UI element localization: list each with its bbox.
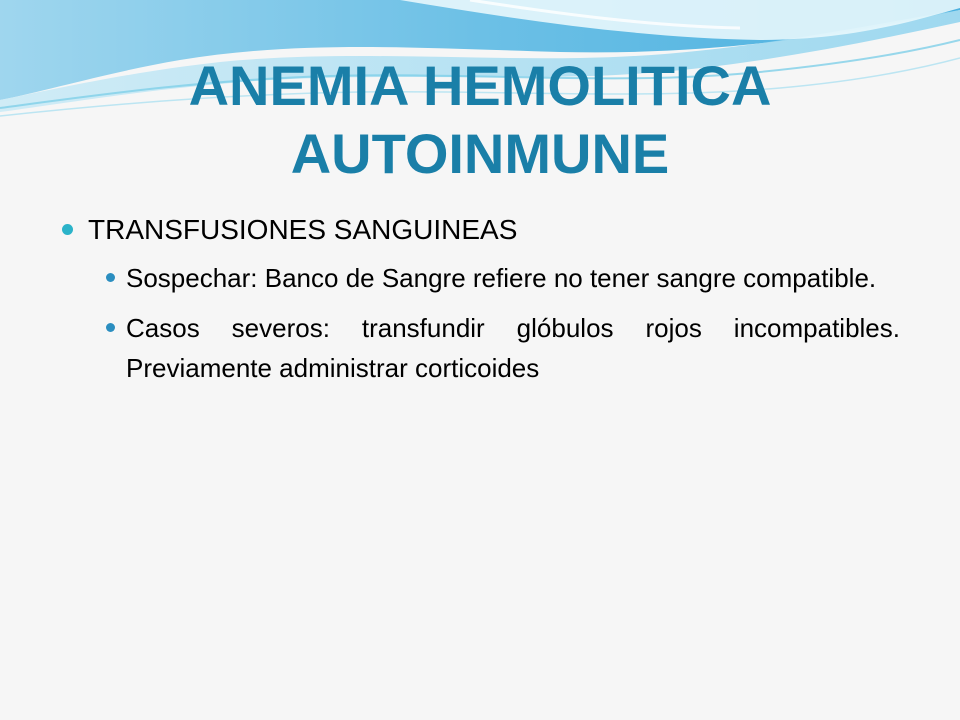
slide-title	[80, 52, 880, 188]
sub-bullet-item	[126, 308, 900, 388]
title-line-2: AUTOINMUNE	[290, 122, 670, 185]
sub-bullet-item	[126, 258, 900, 298]
sub-bullet-text: Sospechar: Banco de Sangre refiere no tener sangre compatible.	[126, 263, 877, 293]
sub-bullet-dot-icon	[106, 273, 115, 282]
bullet-dot-icon	[62, 224, 73, 235]
sub-bullet-dot-icon	[106, 323, 115, 332]
bullet-list	[60, 208, 900, 388]
sub-bullet-text: Casos severos: transfundir glóbulos rojos incompatibles. Previamente administrar corticoides	[126, 313, 900, 383]
bullet-item-level1	[60, 208, 900, 252]
title-line-1: ANEMIA HEMOLITICA	[188, 54, 772, 117]
bullet-text: TRANSFUSIONES SANGUINEAS	[88, 214, 518, 245]
